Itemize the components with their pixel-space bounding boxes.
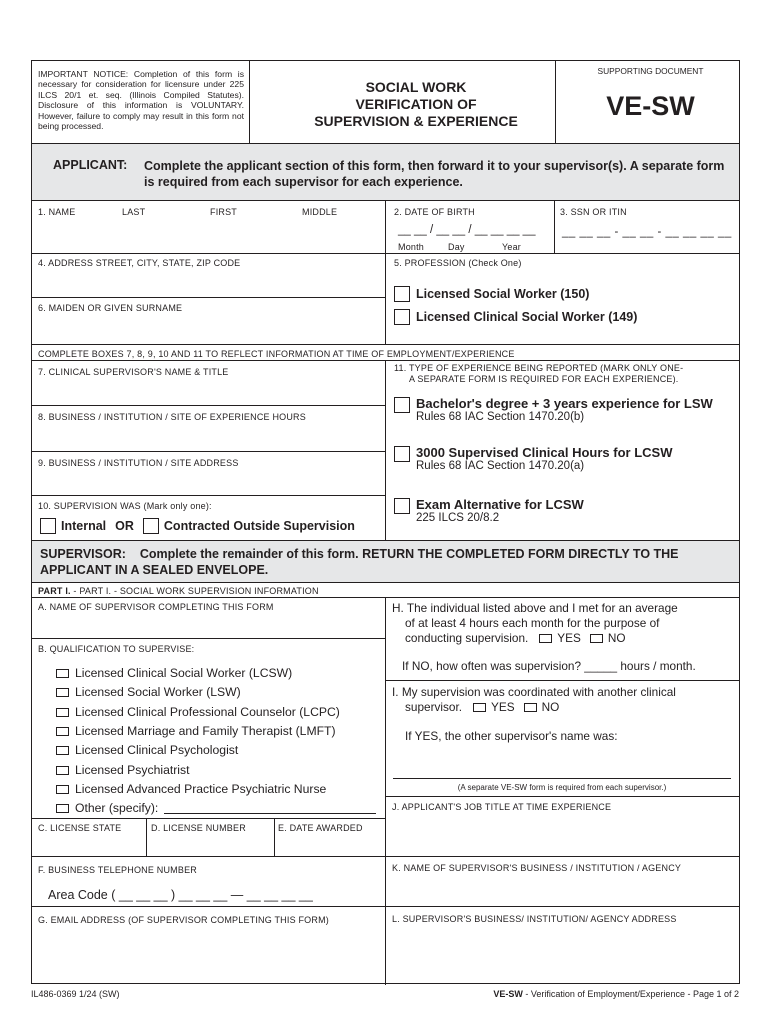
exp-option-exam-alternative-checkbox[interactable] [394,498,410,514]
profession-lsw-option[interactable] [394,286,589,302]
qualification-psychiatrist-label: Licensed Psychiatrist [75,763,190,777]
qualification-psychologist-checkbox[interactable] [56,746,69,755]
qualification-lsw[interactable] [56,685,241,699]
license-number-field[interactable] [150,835,270,855]
other-supervisor-prompt: If YES, the other supervisor's name was: [405,729,618,743]
business-phone-field[interactable]: Area Code ( __ __ __ ) __ __ __ — __ __ __ __ [48,888,313,902]
contracted-checkbox[interactable] [143,518,159,534]
qualification-psychologist[interactable] [56,743,238,757]
exp-option-exam-alternative[interactable] [394,497,584,524]
separate-form-note: (A separate VE-SW form is required from each supervisor.) [457,783,667,792]
qualification-lmft-label: Licensed Marriage and Family Therapist (LMFT) [75,724,336,738]
qualification-lcsw-label: Licensed Clinical Social Worker (LCSW) [75,666,293,680]
profession-lsw-checkbox[interactable] [394,286,410,302]
qualification-other-field[interactable] [164,802,376,814]
business-phone-label: F. BUSINESS TELEPHONE NUMBER [38,865,197,875]
profession-label: 5. PROFESSION (Check One) [394,258,522,268]
maiden-name-field[interactable] [36,315,381,343]
exp-option-bachelors-title: Bachelor's degree + 3 years experience for LSW [416,396,713,411]
supervisor-name-field[interactable] [36,614,381,638]
date-awarded-label: E. DATE AWARDED [278,823,363,833]
coordination-question: I. My supervision was coordinated with another clinical supervisor. YES NO [392,685,676,714]
form-title: SOCIAL WORK VERIFICATION OF SUPERVISION & EXPERIENCE [314,79,518,129]
qualification-label: B. QUALIFICATION TO SUPERVISE: [38,644,195,654]
business-address-label: 9. BUSINESS / INSTITUTION / SITE ADDRESS [38,458,239,468]
supervisor-business-name-label: K. NAME OF SUPERVISOR'S BUSINESS / INSTITUTION / AGENCY [392,863,682,873]
profession-lcsw-label: Licensed Clinical Social Worker (149) [416,310,638,324]
meeting-no-label: NO [607,631,626,645]
coordination-no-label: NO [541,700,560,714]
address-field[interactable] [36,269,381,297]
supervisor-instructions: SUPERVISOR: Complete the remainder of this form. RETURN THE COMPLETED FORM DIRECTLY TO THE APPLICANT IN A SEALED ENVELOPE. [40,547,679,577]
coordination-no-checkbox[interactable] [524,703,537,712]
supervisor-business-address-field[interactable] [390,927,735,979]
qualification-psychologist-label: Licensed Clinical Psychologist [75,743,239,757]
dob-year-label: Year [502,242,521,252]
middle-label: MIDDLE [302,207,338,217]
exp-option-bachelors-checkbox[interactable] [394,397,410,413]
contracted-label: Contracted Outside Supervision [163,519,355,533]
qualification-lsw-checkbox[interactable] [56,688,69,697]
exp-option-3000-hours-title: 3000 Supervised Clinical Hours for LCSW [416,445,673,460]
name-label: 1. NAME [38,207,76,217]
license-number-label: D. LICENSE NUMBER [151,823,246,833]
qualification-other-label: Other (specify): [75,801,159,815]
exp-option-3000-hours[interactable] [394,445,672,472]
qualification-other-checkbox[interactable] [56,804,69,813]
qualification-psychiatrist[interactable] [56,763,189,777]
other-supervisor-name-line[interactable] [393,778,731,779]
qualification-lcsw-checkbox[interactable] [56,669,69,678]
license-state-label: C. LICENSE STATE [38,823,122,833]
date-awarded-field[interactable] [278,835,381,855]
coordination-yes-checkbox[interactable] [473,703,486,712]
qualification-apn-label: Licensed Advanced Practice Psychiatric Nurse [75,782,327,796]
exp-option-exam-alternative-title: Exam Alternative for LCSW [416,497,584,512]
form-number: IL486-0369 1/24 (SW) [31,989,120,999]
qualification-lmft-checkbox[interactable] [56,727,69,736]
ssn-label: 3. SSN OR ITIN [560,207,627,217]
supervision-type-options [40,518,355,534]
profession-lcsw-option[interactable] [394,309,637,325]
name-field[interactable] [36,219,381,253]
job-title-label: J. APPLICANT'S JOB TITLE AT TIME EXPERIENCE [392,802,612,812]
qualification-lcsw[interactable] [56,666,292,680]
email-field[interactable] [36,927,381,979]
meeting-yes-checkbox[interactable] [539,634,552,643]
clinical-supervisor-label: 7. CLINICAL SUPERVISOR'S NAME & TITLE [38,367,229,377]
license-state-field[interactable] [36,835,142,855]
meeting-no-checkbox[interactable] [590,634,603,643]
supervisor-business-name-field[interactable] [390,875,735,905]
qualification-lsw-label: Licensed Social Worker (LSW) [75,685,241,699]
qualification-psychiatrist-checkbox[interactable] [56,766,69,775]
qualification-lcpc[interactable] [56,705,340,719]
or-label: OR [115,519,134,533]
supervisor-label: SUPERVISOR: [40,547,126,561]
part1-heading: PART I. - PART I. - SOCIAL WORK SUPERVISION INFORMATION [38,586,319,596]
qualification-apn-checkbox[interactable] [56,785,69,794]
dob-day-label: Day [448,242,465,252]
meeting-question: H. The individual listed above and I met for an average of at least 4 hours each month for the purpose of conducting supervision. YES NO [392,601,678,645]
job-title-field[interactable] [390,815,735,855]
qualification-lmft[interactable] [56,724,336,738]
business-site-field[interactable] [36,423,381,451]
qualification-lcpc-label: Licensed Clinical Professional Counselor (LCPC) [75,705,340,719]
coordination-yes-label: YES [491,700,515,714]
first-label: FIRST [210,207,237,217]
ve-sw-form [31,60,740,984]
exp-option-bachelors-rule: Rules 68 IAC Section 1470.20(b) [416,411,585,423]
dob-label: 2. DATE OF BIRTH [394,207,475,217]
qualification-lcpc-checkbox[interactable] [56,708,69,717]
dob-month-label: Month [398,242,425,252]
qualification-apn[interactable] [56,782,326,796]
form-code: VE-SW [606,91,695,121]
profession-lcsw-checkbox[interactable] [394,309,410,325]
exp-option-bachelors[interactable] [394,396,713,423]
experience-type-label: 11. TYPE OF EXPERIENCE BEING REPORTED (MARK ONLY ONE- A SEPARATE FORM IS REQUIRED FOR EACH EXPERIENCE). [394,363,684,384]
profession-lsw-label: Licensed Social Worker (150) [416,287,590,301]
maiden-name-label: 6. MAIDEN OR GIVEN SURNAME [38,303,183,313]
supervisor-business-address-label: L. SUPERVISOR'S BUSINESS/ INSTITUTION/ AGENCY ADDRESS [392,914,677,924]
last-label: LAST [122,207,146,217]
address-label: 4. ADDRESS STREET, CITY, STATE, ZIP CODE [38,258,241,268]
supporting-document-label: SUPPORTING DOCUMENT [597,66,704,76]
applicant-label: APPLICANT: [53,158,128,172]
internal-checkbox[interactable] [40,518,56,534]
business-site-label: 8. BUSINESS / INSTITUTION / SITE OF EXPERIENCE HOURS [38,412,306,422]
supervisor-name-label: A. NAME OF SUPERVISOR COMPLETING THIS FORM [38,602,274,612]
exp-option-exam-alternative-rule: 225 ILCS 20/8.2 [416,512,500,524]
exp-option-3000-hours-checkbox[interactable] [394,446,410,462]
internal-label: Internal [61,519,107,533]
qualification-other[interactable] [56,801,376,815]
dob-field[interactable]: __ __ / __ __ / __ __ __ __ [398,224,536,236]
clinical-supervisor-field[interactable] [36,379,381,405]
supervision-frequency[interactable]: If NO, how often was supervision? _____ hours / month. [402,659,696,673]
supervision-was-label: 10. SUPERVISION WAS (Mark only one): [38,501,212,511]
important-notice: IMPORTANT NOTICE: Completion of this form is necessary for consideration for licensure under 225 ILCS 20/1 et. seq. (Illinois Compiled Statutes). Disclosure of this information is VOLUNTARY. However, failure to comply may result in this form not being processed. [38,69,244,132]
boxes-7-11-note: COMPLETE BOXES 7, 8, 9, 10 AND 11 TO REFLECT INFORMATION AT TIME OF EMPLOYMENT/EXPERIENCE [38,349,515,359]
page-footer: VE-SW - Verification of Employment/Experience - Page 1 of 2 [493,989,739,999]
business-address-field[interactable] [36,469,381,495]
email-label: G. EMAIL ADDRESS (OF SUPERVISOR COMPLETING THIS FORM) [38,915,329,925]
applicant-instructions: Complete the applicant section of this form, then forward it to your supervisor(s). A separate form is required from each supervisor for each experience. [144,159,725,189]
exp-option-3000-hours-rule: Rules 68 IAC Section 1470.20(a) [416,460,585,472]
meeting-yes-label: YES [557,631,581,645]
ssn-field[interactable]: __ __ __ - __ __ - __ __ __ __ [562,226,732,238]
